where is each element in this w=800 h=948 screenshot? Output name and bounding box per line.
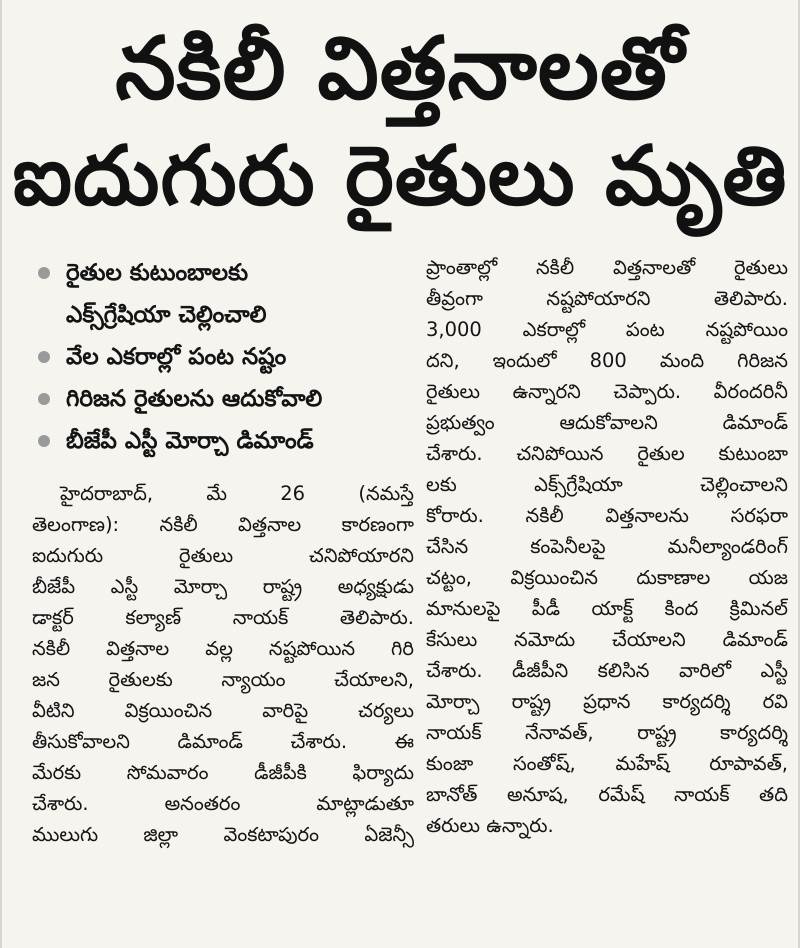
- bullet-dot-icon: [38, 393, 50, 405]
- body-line: నాయక్ నేనావత్, రాష్ట్ర కార్యదర్శి: [426, 721, 788, 744]
- body-line: తీసుకోవాలని డిమాండ్ చేశారు. ఈ: [32, 730, 414, 753]
- body-line: కేసులు నమోదు చేయాలని డిమాండ్: [426, 628, 788, 651]
- highlight-text: బీజేపీ ఎస్టీ మోర్చా డిమాండ్: [66, 428, 314, 454]
- body-line: చేశారు. డీజీపీని కలిసిన వారిలో ఎస్టీ: [426, 659, 788, 682]
- body-line: మానులపై పీడీ యాక్ట్ కింద క్రిమినల్: [426, 597, 788, 620]
- bullet-dot-icon: [38, 351, 50, 363]
- body-line: మోర్చా రాష్ట్ర ప్రధాన కార్యదర్శి రవి: [426, 690, 788, 713]
- left-column: [32, 252, 414, 850]
- highlight-text: గిరిజన రైతులను ఆదుకోవాలి: [66, 386, 323, 412]
- highlight-text: వేల ఎకరాల్లో పంట నష్టం: [66, 344, 287, 370]
- body-line: తీవ్రంగా నష్టపోయారని తెలిపారు.: [426, 287, 788, 310]
- highlight-text: రైతుల కుటుంబాలకు: [66, 260, 249, 286]
- article-body-right: [426, 252, 788, 841]
- body-line: లకు ఎక్స్‌గ్రేషియా చెల్లించాలని: [426, 473, 788, 496]
- highlight-item: [32, 378, 414, 420]
- bullet-dot-icon: [38, 267, 50, 279]
- body-line: ప్రాంతాల్లో నకిలీ విత్తనాలతో రైతులు: [426, 256, 788, 279]
- body-line: చేశారు. చనిపోయిన రైతుల కుటుంబా: [426, 442, 788, 465]
- body-line: వీటిని విక్రయించిన వారిపై చర్యలు: [32, 699, 414, 722]
- body-line: రైతులు ఉన్నారని చెప్పారు. వీరందరినీ: [426, 380, 788, 403]
- highlight-text: ఎక్స్‌గ్రేషియా చెల్లించాలి: [66, 302, 267, 328]
- body-line: ఐదుగురు రైతులు చనిపోయారని: [32, 544, 414, 567]
- body-line: కుంజా సంతోష్, మహేష్ రూపావత్,: [426, 752, 788, 775]
- body-line: కోరారు. నకిలీ విత్తనాలను సరఫరా: [426, 504, 788, 527]
- body-line: హైదరాబాద్, మే 26 (నమస్తే: [60, 482, 414, 505]
- body-line: 3,000 ఎకరాల్లో పంట నష్టపోయిం: [426, 318, 788, 341]
- body-line: తరులు ఉన్నారు.: [426, 814, 554, 837]
- body-line: మేరకు సోమవారం డీజీపీకి ఫిర్యాదు: [32, 761, 414, 784]
- body-line: చేశారు. అనంతరం మాట్లాడుతూ: [32, 792, 414, 815]
- right-column: [426, 252, 788, 841]
- headline-line-1: నకిలీ విత్తనాలతో: [115, 19, 685, 119]
- body-line: జన రైతులకు న్యాయం చేయాలని,: [32, 668, 414, 691]
- body-line: బానోత్ అనూష, రమేష్ నాయక్ తది: [426, 783, 788, 806]
- body-line: బీజేపీ ఎస్టీ మోర్చా రాష్ట్ర అధ్యక్షుడు: [32, 575, 414, 598]
- body-line: చేసిన కంపెనీలపై మనీల్యాండరింగ్: [426, 535, 788, 558]
- body-line: దని, ఇందులో 800 మంది గిరిజన: [426, 349, 788, 372]
- highlight-item: [32, 420, 414, 462]
- body-line: నకిలీ విత్తనాల వల్ల నష్టపోయిన గిరి: [32, 637, 414, 660]
- highlight-item: [32, 252, 414, 336]
- highlights-list: [32, 252, 414, 462]
- body-line: ములుగు జిల్లా వెంకటాపురం ఏజెన్సీ: [32, 823, 414, 846]
- bullet-dot-icon: [38, 435, 50, 447]
- highlight-item: [32, 336, 414, 378]
- body-line: తెలంగాణ): నకిలీ విత్తనాల కారణంగా: [32, 513, 414, 536]
- body-line: ప్రభుత్వం ఆదుకోవాలని డిమాండ్: [426, 411, 788, 434]
- body-line: చట్టం, విక్రయించిన దుకాణాల యజ: [426, 566, 788, 589]
- headline-line-2: ఐదుగురు రైతులు మృతి: [12, 129, 788, 224]
- body-line: డాక్టర్ కల్యాణ్ నాయక్ తెలిపారు.: [32, 606, 414, 629]
- article-body-left: [32, 478, 414, 850]
